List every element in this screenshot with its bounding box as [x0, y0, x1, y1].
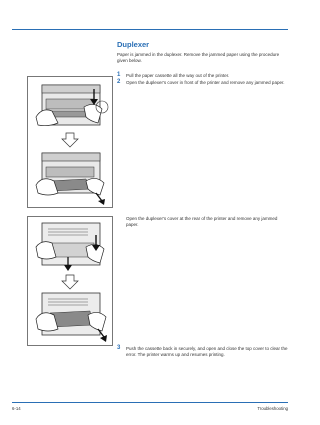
front-duplexer-figure	[27, 76, 113, 208]
rear-duplexer-figure	[27, 216, 113, 346]
step-2	[117, 80, 289, 86]
step-text: Pull the paper cassette all the way out of the printer.	[126, 73, 230, 78]
step-text: Push the cassette back in securely, and open and close the top cover to clear the error. The printer warms up and resumes printing.	[126, 346, 288, 358]
section-title: Duplexer	[117, 40, 150, 49]
step-2-continued: Open the duplexer's cover at the rear of the printer and remove any jammed paper.	[126, 216, 278, 228]
step-number: 3	[117, 345, 121, 351]
step-number: 1	[117, 72, 121, 78]
footer-rule	[12, 402, 288, 403]
page-number: 6-14	[12, 406, 21, 411]
step-1	[117, 73, 289, 79]
footer-section: Troubleshooting	[257, 406, 288, 411]
step-3	[117, 346, 289, 358]
printer-front-illustration	[28, 77, 112, 207]
step-text: Open the duplexer's cover in front of the printer and remove any jammed paper.	[126, 80, 285, 85]
step-number: 2	[117, 79, 121, 85]
header-rule	[12, 29, 288, 30]
intro-paragraph: Paper is jammed in the duplexer. Remove the jammed paper using the procedure given below.	[117, 52, 280, 64]
printer-rear-illustration	[28, 217, 112, 345]
